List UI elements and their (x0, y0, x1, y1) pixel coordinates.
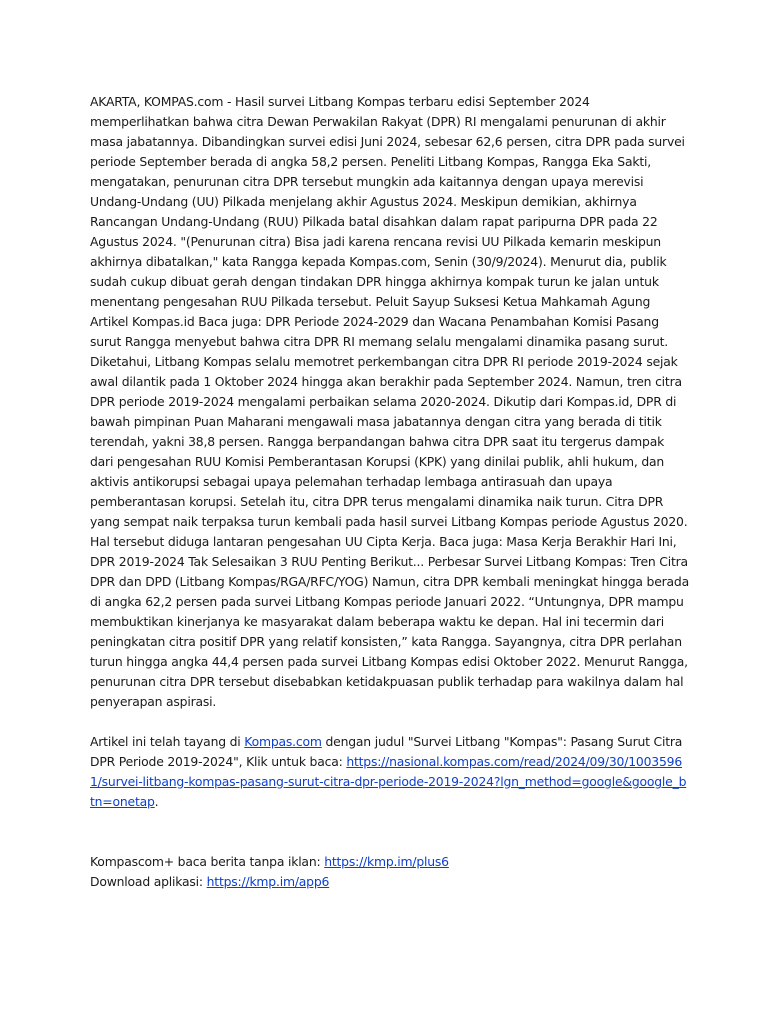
download-app-link[interactable]: https://kmp.im/app6 (206, 874, 330, 889)
source-prefix: Artikel ini telah tayang di (90, 734, 245, 749)
promo-plus-label: Kompascom+ baca berita tanpa iklan: (90, 854, 325, 869)
paragraph-gap (90, 712, 690, 732)
source-suffix: . (154, 794, 159, 809)
promo-block (90, 852, 690, 892)
promo-plus-line (90, 852, 690, 872)
kompas-site-link[interactable]: Kompas.com (244, 734, 322, 749)
article-url-link[interactable]: https://nasional.kompas.com/read/2024/09/30/10035961/survei-litbang-kompas-pasang-surut-citra-dpr-periode-2019-2024?lgn_method=google&google_btn=onetap (90, 754, 687, 809)
source-attribution (90, 732, 690, 812)
paragraph-gap (90, 812, 690, 852)
kompas-plus-link[interactable]: https://kmp.im/plus6 (324, 854, 449, 869)
article-body: AKARTA, KOMPAS.com - Hasil survei Litbang Kompas terbaru edisi September 2024 memperlihatkan bahwa citra Dewan Perwakilan Rakyat (DPR) RI mengalami penurunan di akhir masa jabatannya. Dibandingkan survei edisi Juni 2024, sebesar 62,6 persen, citra DPR pada survei periode September berada di angka 58,2 persen. Peneliti Litbang Kompas, Rangga Eka Sakti, mengatakan, penurunan citra DPR tersebut mungkin ada kaitannya dengan upaya merevisi Undang-Undang (UU) Pilkada menjelang akhir Agustus 2024. Meskipun demikian, akhirnya Rancangan Undang-Undang (RUU) Pilkada batal disahkan dalam rapat paripurna DPR pada 22 Agustus 2024. "(Penurunan citra) Bisa jadi karena rencana revisi UU Pilkada kemarin meskipun akhirnya dibatalkan," kata Rangga kepada Kompas.com, Senin (30/9/2024). Menurut dia, publik sudah cukup dibuat gerah dengan tindakan DPR hingga akhirnya kompak turun ke jalan untuk menentang pengesahan RUU Pilkada tersebut. Peluit Sayup Suksesi Ketua Mahkamah Agung Artikel Kompas.id Baca juga: DPR Periode 2024-2029 dan Wacana Penambahan Komisi Pasang surut Rangga menyebut bahwa citra DPR RI memang selalu mengalami dinamika pasang surut. Diketahui, Litbang Kompas selalu memotret perkembangan citra DPR RI periode 2019-2024 sejak awal dilantik pada 1 Oktober 2024 hingga akan berakhir pada September 2024. Namun, tren citra DPR periode 2019-2024 mengalami perbaikan selama 2020-2024. Dikutip dari Kompas.id, DPR di bawah pimpinan Puan Maharani mengawali masa jabatannya dengan citra yang berada di titik terendah, yakni 38,8 persen. Rangga berpandangan bahwa citra DPR saat itu tergerus dampak dari pengesahan RUU Komisi Pemberantasan Korupsi (KPK) yang dinilai publik, ahli hukum, dan aktivis antikorupsi sebagai upaya pelemahan terhadap lembaga antirasuah dan upaya pemberantasan korupsi. Setelah itu, citra DPR terus mengalami dinamika naik turun. Citra DPR yang sempat naik terpaksa turun kembali pada hasil survei Litbang Kompas periode Agustus 2020. Hal tersebut diduga lantaran pengesahan UU Cipta Kerja. Baca juga: Masa Kerja Berakhir Hari Ini, DPR 2019-2024 Tak Selesaikan 3 RUU Penting Berikut... Perbesar Survei Litbang Kompas: Tren Citra DPR dan DPD (Litbang Kompas/RGA/RFC/YOG) Namun, citra DPR kembali meningkat hingga berada di angka 62,2 persen pada survei Litbang Kompas periode Januari 2022. “Untungnya, DPR mampu membuktikan kinerjanya ke masyarakat dalam beberapa waktu ke depan. Hal ini tecermin dari peningkatan citra positif DPR yang relatif konsisten,” kata Rangga. Sayangnya, citra DPR perlahan turun hingga angka 44,4 persen pada survei Litbang Kompas edisi Oktober 2022. Menurut Rangga, penurunan citra DPR tersebut disebabkan ketidakpuasan publik terhadap para wakilnya dalam hal penyerapan aspirasi. (90, 94, 689, 709)
promo-app-label: Download aplikasi: (90, 874, 207, 889)
promo-app-line (90, 872, 690, 892)
source-title: dengan judul "Survei Litbang "Kompas": Pasang Surut Citra DPR Periode 2019-2024", Klik untuk baca: (90, 734, 683, 769)
document-page (90, 92, 690, 892)
